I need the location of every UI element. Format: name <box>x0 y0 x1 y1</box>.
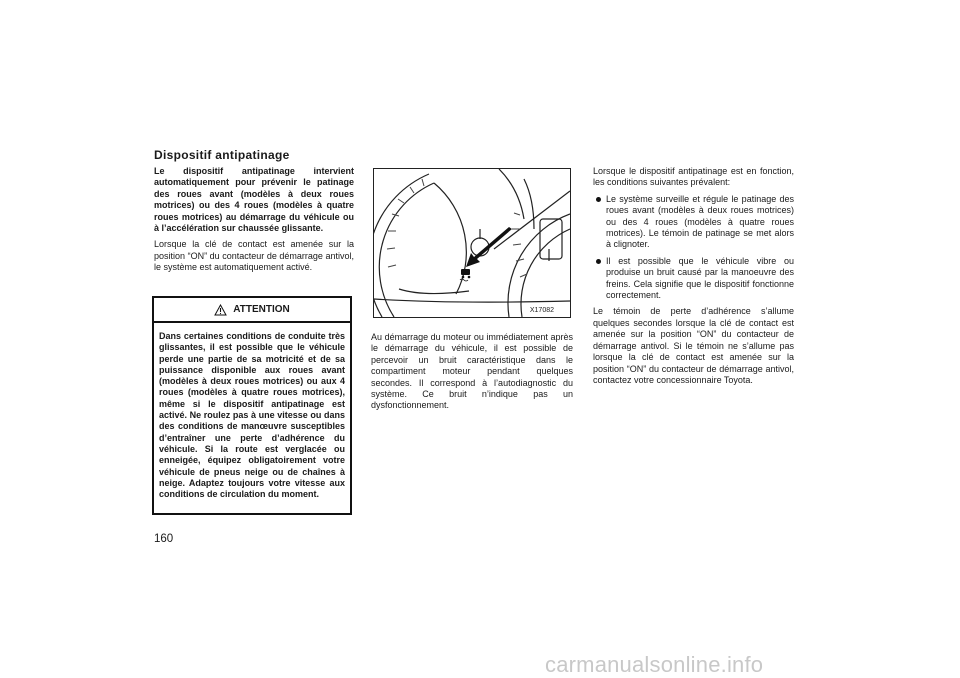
watermark: carmanualsonline.info <box>545 652 764 677</box>
column-middle <box>371 332 573 417</box>
warning-body: Dans certaines conditions de conduite très glissantes, il est possible que le véhicule perde une partie de sa motricité et de sa puissance disponible aux roues avant (modèles à deux roues motrices) ou aux 4 roues (modèles à quatre roues motrices), même si le dispositif antipatinage est activé. Ne roulez pas à une vitesse ou dans des conditions de manœuvre susceptibles d’entraîner une perte d’adhérence du véhicule. Si la route est verglacée ou enneigée, équipez obligatoirement votre véhicule de pneus neige ou de chaînes à neige. Adaptez toujours votre vitesse aux conditions de circulation du moment. <box>159 331 345 500</box>
instrument-cluster-drawing <box>374 169 570 317</box>
warning-title: ATTENTION <box>233 304 290 315</box>
warning-box <box>152 296 352 515</box>
bullet-dot-icon <box>596 197 601 202</box>
bullet-item <box>593 194 794 251</box>
conditions-intro: Lorsque le dispositif antipatinage est en fonction, les conditions suivantes prévalent: <box>593 166 794 188</box>
warning-header <box>154 298 350 323</box>
warning-triangle-icon <box>214 304 227 316</box>
self-diagnosis-paragraph: Au démarrage du moteur ou immédiatement après le démarrage du véhicule, il est possible de percevoir un bruit caractéristique dans le compartiment moteur pendant quelques secondes. Il correspond à l’autodiagnostic du système. Ce bruit n’indique pas un dysfonctionnement. <box>371 332 573 411</box>
bullet-text: Le système surveille et régule le patinage des roues avant (modèles à deux roues motrices) ou des 4 roues (modèles à quatre roues motrices). Le témoin de patinage se met alors à clignoter. <box>606 193 794 250</box>
section-title: Dispositif antipatinage <box>154 148 290 162</box>
activation-paragraph: Lorsque la clé de contact est amenée sur la position “ON” du contacteur de démarrage antivol, le système est automatiquement activé. <box>154 239 354 273</box>
page-number: 160 <box>154 533 174 545</box>
column-left <box>154 166 354 279</box>
dashboard-illustration <box>373 168 571 318</box>
figure-code: X17082 <box>529 307 554 314</box>
intro-paragraph: Le dispositif antipatinage intervient automatiquement pour prévenir le patinage des roues avant (modèles à deux roues motrices) ou des 4 roues (modèles à quatre roues motrices) au démarrage du véhicule ou à l’accélération sur chaussée glissante. <box>154 166 354 234</box>
bullet-dot-icon <box>596 259 601 264</box>
indicator-paragraph: Le témoin de perte d’adhérence s’allume quelques secondes lorsque la clé de contact est amenée sur la position “ON” du contacteur de démarrage antivol. Si le témoin ne s’allume pas lorsque la clé de contact est amenée sur la position “ON” du contacteur de démarrage antivol, contactez votre concessionnaire Toyota. <box>593 306 794 385</box>
column-right <box>593 166 794 391</box>
bullet-item <box>593 256 794 302</box>
bullet-text: Il est possible que le véhicule vibre ou produise un bruit causé par la manoeuvre des freins. Cela signifie que le dispositif fonctionne correctement. <box>606 255 794 301</box>
